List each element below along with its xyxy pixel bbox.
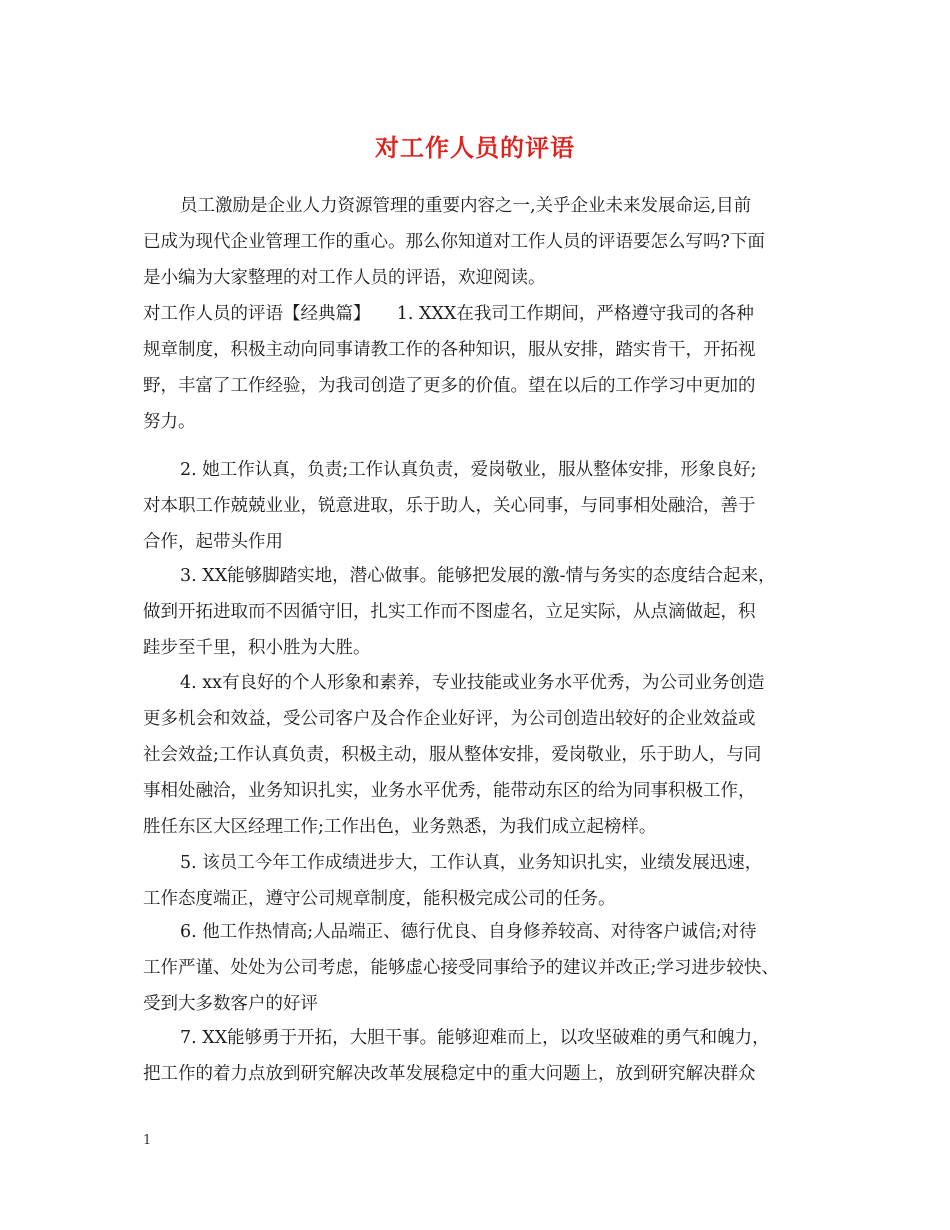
page-number: 1 [143, 1133, 152, 1148]
paragraph-line: 已成为现代企业管理工作的重心。那么你知道对工作人员的评语要怎么写吗?下面 [143, 232, 765, 252]
paragraph-line: 6. 他工作热情高;人品端正、德行优良、自身修养较高、对待客户诚信;对待 [180, 922, 757, 942]
paragraph-line: 7. XX能够勇于开拓，大胆干事。能够迎难而上，以攻坚破难的勇气和魄力， [180, 1028, 770, 1048]
paragraph-line: 把工作的着力点放到研究解决改革发展稳定中的重大问题上，放到研究解决群众 [143, 1064, 756, 1084]
paragraph-line: 社会效益;工作认真负责，积极主动，服从整体安排，爱岗敬业，乐于助人，与同 [143, 745, 762, 765]
paragraph-line: 4. xx有良好的个人形象和素养，专业技能或业务水平优秀，为公司业务创造 [180, 673, 765, 693]
paragraph-line: 事相处融洽，业务知识扎实，业务水平优秀，能带动东区的给为同事积极工作， [143, 781, 756, 801]
paragraph-line: 对工作人员的评语【经典篇】 1. XXX在我司工作期间，严格遵守我司的各种 [143, 304, 754, 324]
paragraph-line: 是小编为大家整理的对工作人员的评语，欢迎阅读。 [143, 268, 546, 288]
paragraph-line: 野，丰富了工作经验，为我司创造了更多的价值。望在以后的工作学习中更加的 [143, 376, 756, 396]
paragraph-line: 胜任东区大区经理工作;工作出色，业务熟悉，为我们成立起榜样。 [143, 817, 657, 837]
paragraph-line: 更多机会和效益，受公司客户及合作企业好评，为公司创造出较好的企业效益或 [143, 709, 756, 729]
paragraph-line: 5. 该员工今年工作成绩进步大，工作认真，业务知识扎实，业绩发展迅速， [180, 853, 763, 873]
paragraph-line: 受到大多数客户的好评 [143, 994, 318, 1014]
paragraph-line: 2. 她工作认真，负责;工作认真负责，爱岗敬业，服从整体安排，形象良好; [180, 460, 757, 480]
paragraph-line: 跬步至千里，积小胜为大胜。 [143, 638, 371, 658]
paragraph-line: 对本职工作兢兢业业，锐意进取，乐于助人，关心同事，与同事相处融洽，善于 [143, 496, 756, 516]
paragraph-line: 工作态度端正，遵守公司规章制度，能积极完成公司的任务。 [143, 889, 616, 909]
paragraph-line: 做到开拓进取而不因循守旧，扎实工作而不图虚名，立足实际，从点滴做起，积 [143, 602, 756, 622]
paragraph-line: 合作，起带头作用 [143, 532, 283, 552]
paragraph-line: 员工激励是企业人力资源管理的重要内容之一,关乎企业未来发展命运,目前 [180, 196, 752, 216]
paragraph-line: 3. XX能够脚踏实地，潜心做事。能够把发展的激-情与务实的态度结合起来， [180, 566, 776, 586]
paragraph-line: 努力。 [143, 412, 196, 432]
document-title: 对工作人员的评语 [375, 134, 575, 162]
paragraph-line: 工作严谨、处处为公司考虑，能够虚心接受同事给予的建议并改正;学习进步较快、 [143, 958, 779, 978]
paragraph-line: 规章制度，积极主动向同事请教工作的各种知识，服从安排，踏实肯干，开拓视 [143, 340, 756, 360]
